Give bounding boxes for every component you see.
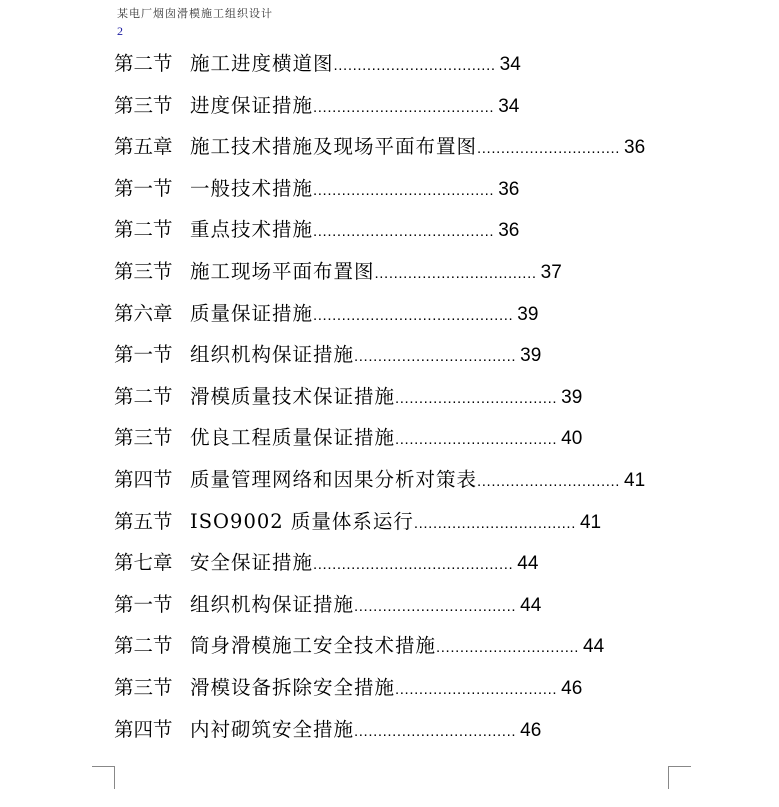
toc-page: 44: [517, 553, 539, 575]
toc-entry[interactable]: [114, 588, 541, 622]
toc-page: 46: [520, 719, 542, 741]
toc-title: 质量管理网络和因果分析对策表: [190, 468, 478, 491]
toc-page: 44: [520, 594, 542, 616]
toc-entry[interactable]: [114, 338, 541, 372]
toc-chapter: 第二节: [114, 634, 173, 658]
toc-chapter: 第三节: [114, 93, 173, 117]
toc-chapter: 第五章: [114, 135, 173, 159]
toc-entry[interactable]: [114, 546, 538, 580]
toc-chapter: 第七章: [114, 551, 173, 575]
toc-chapter: 第一节: [114, 176, 173, 200]
toc-leader: ..................................: [354, 348, 517, 366]
toc-leader: ......................................: [313, 223, 495, 241]
toc-page: 36: [498, 178, 520, 200]
toc-entry[interactable]: [114, 255, 562, 289]
toc-title: 组织机构保证措施: [190, 343, 355, 367]
toc-entry[interactable]: [114, 505, 601, 539]
toc-page: 36: [498, 220, 520, 242]
toc-title: 重点技术措施: [190, 218, 314, 242]
toc-title: 质量保证措施: [190, 301, 314, 325]
toc-entry[interactable]: [114, 380, 582, 414]
toc-entry[interactable]: [114, 130, 645, 164]
toc-title: 进度保证措施: [190, 93, 314, 117]
toc-entry[interactable]: [114, 421, 582, 455]
toc-title: 施工技术措施及现场平面布置图: [190, 135, 478, 159]
toc-chapter: 第三节: [114, 426, 173, 450]
toc-entry[interactable]: [114, 671, 582, 705]
toc-chapter: 第二节: [114, 384, 173, 408]
toc-chapter: 第五节: [114, 509, 173, 533]
toc-page: 36: [624, 137, 646, 159]
toc-leader: ..................................: [413, 514, 576, 532]
toc-title: 滑模质量技术保证措施: [190, 384, 396, 408]
toc-title: 筒身滑模施工安全技术措施: [190, 634, 437, 658]
toc-leader: ..................................: [395, 431, 558, 449]
toc-page: 39: [520, 345, 542, 367]
toc-entry[interactable]: [114, 172, 519, 206]
toc-leader: ..................................: [395, 681, 558, 698]
toc-leader: ..........................................: [313, 556, 514, 574]
toc-entry[interactable]: [114, 463, 645, 497]
toc-entry[interactable]: [114, 629, 604, 663]
toc-entry[interactable]: [114, 47, 521, 81]
toc-title: 内衬砌筑安全措施: [190, 717, 355, 741]
toc-leader: ..............................: [477, 140, 621, 158]
toc-chapter: 第六章: [114, 301, 173, 325]
toc-leader: ..............................: [477, 473, 621, 490]
page-corner-mark-right: [668, 766, 691, 789]
toc-leader: ..................................: [354, 722, 517, 740]
toc-entry[interactable]: [114, 713, 541, 747]
toc-title: ISO9002 质量体系运行: [190, 509, 414, 533]
toc-page: 37: [540, 262, 562, 283]
toc-page: 34: [498, 95, 520, 117]
toc-chapter: 第四节: [114, 717, 173, 741]
toc-leader: ......................................: [313, 98, 495, 116]
toc-leader: ..................................: [333, 57, 496, 74]
toc-chapter: 第四节: [114, 468, 173, 491]
toc-page: 44: [583, 636, 605, 658]
toc-page: 40: [561, 428, 583, 450]
page-number: 2: [117, 24, 123, 38]
document-header: 某电厂烟囱滑模施工组织设计: [117, 7, 273, 20]
toc-title: 安全保证措施: [190, 551, 314, 575]
toc-chapter: 第一节: [114, 343, 173, 367]
toc-title: 组织机构保证措施: [190, 592, 355, 616]
toc-page: 39: [561, 386, 583, 408]
toc-leader: ..........................................: [313, 306, 514, 324]
toc-chapter: 第二节: [114, 218, 173, 242]
toc-chapter: 第一节: [114, 592, 173, 616]
toc-page: 34: [499, 54, 521, 75]
toc-title: 一般技术措施: [190, 176, 314, 200]
toc-leader: ..................................: [354, 597, 517, 615]
toc-chapter: 第二节: [114, 52, 173, 75]
toc-title: 滑模设备拆除安全措施: [190, 676, 396, 699]
toc-entry[interactable]: [114, 213, 519, 247]
toc-leader: ..................................: [374, 265, 537, 282]
page-corner-mark-left: [92, 766, 115, 789]
toc-leader: ..............................: [436, 639, 580, 657]
toc-title: 施工进度横道图: [190, 52, 334, 75]
toc-page: 41: [624, 470, 646, 491]
toc-chapter: 第三节: [114, 676, 173, 699]
toc-page: 39: [517, 303, 539, 325]
toc-title: 优良工程质量保证措施: [190, 426, 396, 450]
toc-leader: ..................................: [395, 389, 558, 407]
toc-page: 41: [579, 511, 602, 533]
toc-page: 46: [561, 678, 583, 699]
toc-entry[interactable]: [114, 297, 538, 331]
toc-chapter: 第三节: [114, 260, 173, 283]
toc-leader: ......................................: [313, 181, 495, 199]
toc-title: 施工现场平面布置图: [190, 260, 375, 283]
toc-entry[interactable]: [114, 89, 519, 123]
